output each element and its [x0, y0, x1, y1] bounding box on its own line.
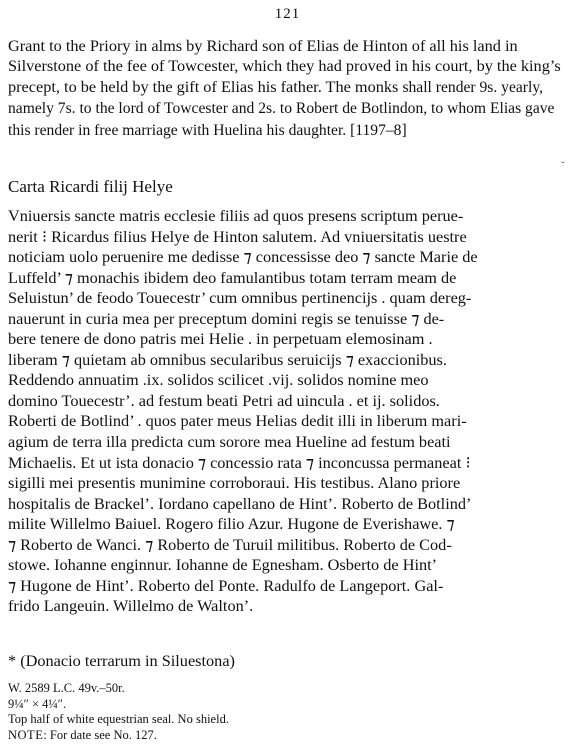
- seal-description: Top half of white equestrian seal. No shield.: [8, 712, 229, 727]
- charter-line: ⁊ Roberto de Wanci. ⁊ Roberto de Turuil militibus. Roberto de Cod-: [8, 534, 452, 554]
- charter-line: stowe. Iohanne enginnur. Iohanne de Egnesham. Osberto de Hint’: [8, 555, 438, 575]
- archive-reference: W. 2589 L.C. 49v.–50r.: [8, 681, 125, 695]
- charter-line: noticiam uolo peruenire me dedisse ⁊ concessisse deo ⁊ sancte Marie de: [8, 247, 478, 267]
- editorial-notes: [8, 681, 568, 743]
- charter-line: bere tenere de dono patris mei Helie . in perpetuam elemosinam .: [8, 329, 433, 349]
- charter-title: Carta Ricardi filij Helye: [8, 177, 173, 196]
- charter-line: nerit ⁝ Ricardus filius Helye de Hinton salutem. Ad vniuersitatis uestre: [8, 226, 467, 246]
- charter-line: Michaelis. Et ut ista donacio ⁊ concessio rata ⁊ inconcussa permaneat ⁝: [8, 452, 471, 472]
- charter-line: liberam ⁊ quietam ab omnibus secularibus seruicijs ⁊ exaccionibus.: [8, 349, 447, 369]
- page-number: 121: [274, 6, 301, 22]
- margin-mark: ˇ: [561, 160, 565, 172]
- charter-line: Roberti de Botlind’ . quos pater meus Helias dedit illi in liberum mari-: [8, 411, 467, 431]
- note-label: NOTE: [8, 727, 44, 742]
- summary-tail: shall render 9s. yearly, namely 7s. to the lord of Towcester and 2s. to Robert de Botlindon, to whom Elias gave this render in free marriage with Huelina his daughter. [1197–8]: [8, 78, 555, 139]
- charter-summary: [8, 36, 570, 141]
- charter-line: sigilli mei presentis munimine corroboraui. His testibus. Alano priore: [8, 473, 461, 493]
- summary-text: Grant to the Priory in alms by Richard son of Elias de Hinton of all his land in Silverstone of the fee of Towcester, which they had proved in his court, by the king’s precept, to be held by the gift of Elias his father. The monks: [8, 36, 561, 96]
- dimensions: 9¼″ × 4¼″.: [8, 696, 67, 711]
- charter-line: Luffeld’ ⁊ monachis ibidem deo famulantibus totam terram meam de: [8, 267, 457, 287]
- charter-line: frido Langeuin. Willelmo de Walton’.: [8, 596, 254, 616]
- charter-line: Vniuersis sancte matris ecclesie filiis ad quos presens scriptum perue-: [8, 206, 464, 225]
- charter-line: domino Touecestr’. ad festum beati Petri ad uincula . et ij. solidos.: [8, 390, 440, 410]
- charter-line: Reddendo annuatim .ix. solidos scilicet .vij. solidos nomine meo: [8, 370, 429, 390]
- endorsement: * (Donacio terrarum in Siluestona): [8, 651, 235, 670]
- charter-line: hospitalis de Brackel’. Iordano capellano de Hint’. Roberto de Botlind’: [8, 493, 472, 513]
- charter-line: ⁊ Hugone de Hint’. Roberto del Ponte. Radulfo de Langeport. Gal-: [8, 575, 444, 595]
- charter-text: [8, 206, 568, 617]
- charter-line: milite Willelmo Baiuel. Rogero filio Azur. Hugone de Everishawe. ⁊: [8, 514, 455, 534]
- charter-line: nauerunt in curia mea per preceptum domini regis se tenuisse ⁊ de-: [8, 308, 445, 328]
- charter-line: Seluistun’ de feodo Touecestr’ cum omnibus pertinencijs . quam dereg-: [8, 288, 472, 308]
- date-note: [8, 728, 568, 744]
- charter-line: agium de terra illa predicta cum sorore mea Hueline ad festum beati: [8, 432, 451, 452]
- note-text: : For date see No. 127.: [43, 727, 157, 742]
